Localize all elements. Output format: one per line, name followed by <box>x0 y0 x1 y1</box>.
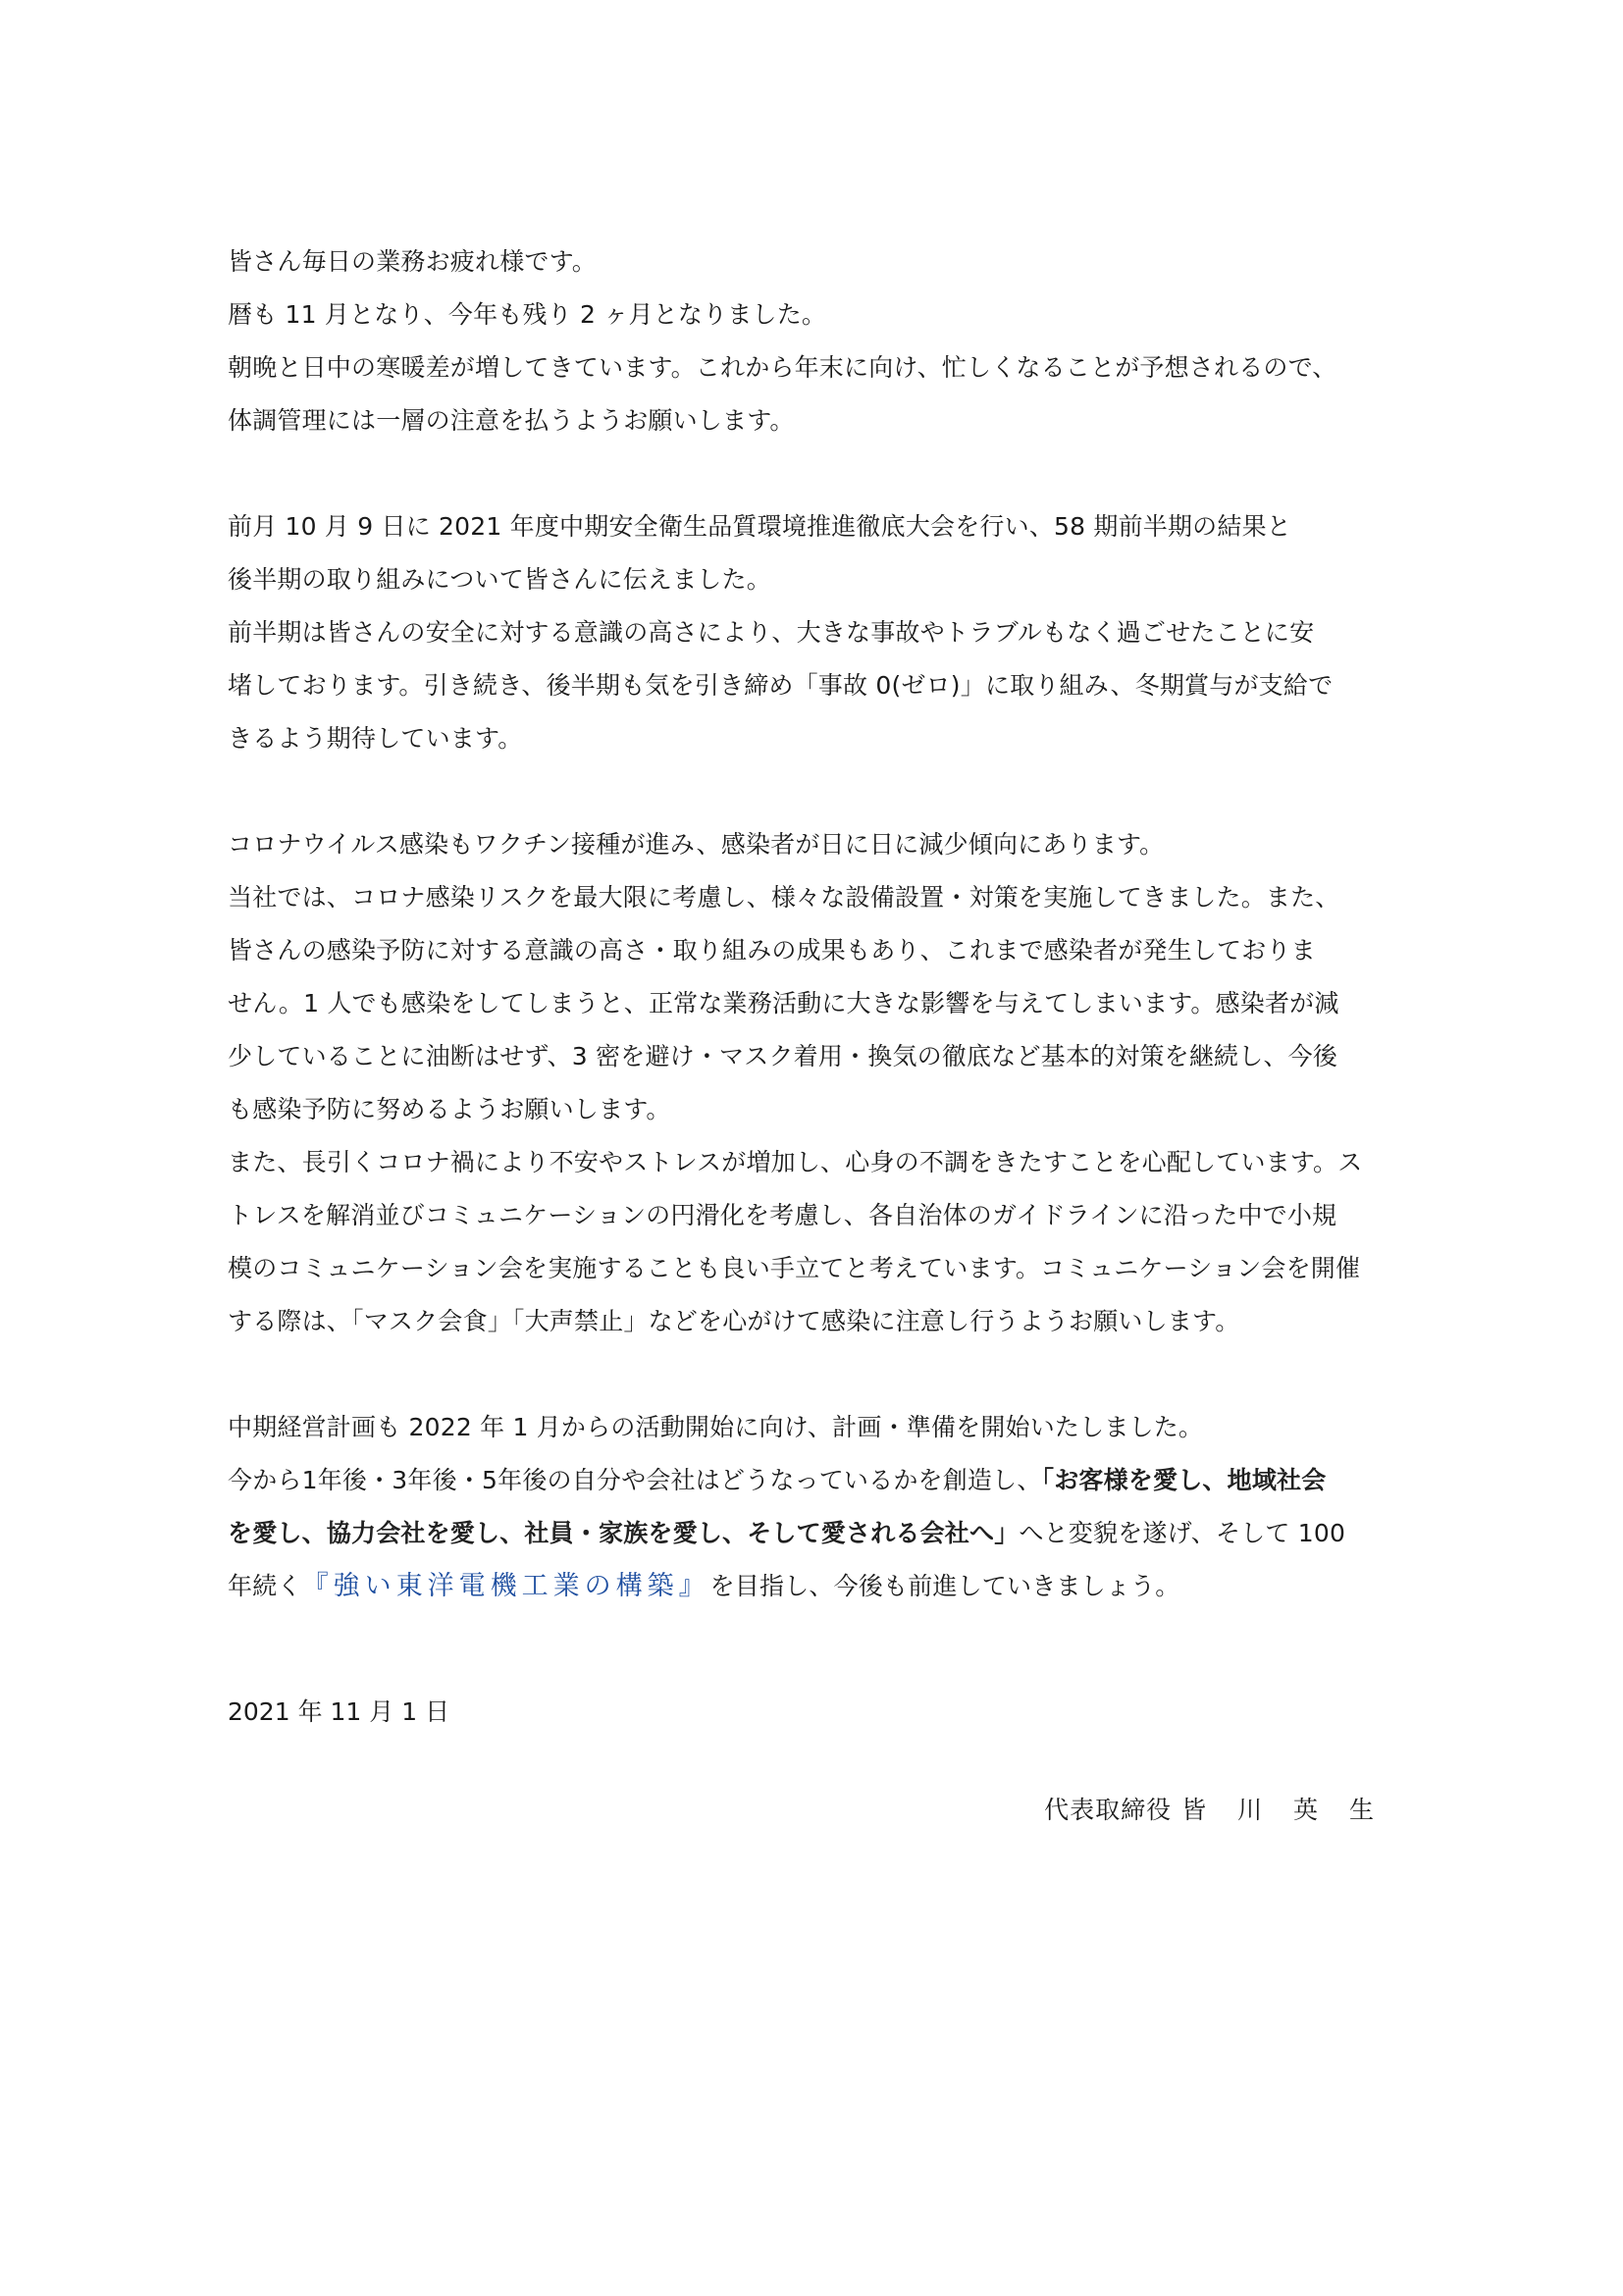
text-line: 前半期は皆さんの安全に対する意識の高さにより、大きな事故やトラブルもなく過ごせたことに安 <box>228 618 1315 647</box>
text-line: せん。1 人でも感染をしてしまうと、正常な業務活動に大きな影響を与えてしまいます。感染者が減 <box>228 989 1339 1018</box>
text-line: 暦も 11 月となり、今年も残り 2 ヶ月となりました。 <box>228 300 827 329</box>
text-line: きるよう期待しています。 <box>228 724 523 753</box>
paragraph-spacer <box>228 447 1386 500</box>
text-line: 朝晩と日中の寒暖差が増してきています。これから年末に向け、忙しくなることが予想されるので、 <box>228 353 1337 382</box>
text-segment: 年続く <box>228 1572 302 1600</box>
text-line: コロナウイルス感染もワクチン接種が進み、感染者が日に日に減少傾向にあります。 <box>228 830 1165 859</box>
text-segment: へと変貌を遂げ、そして 100 <box>1019 1519 1346 1547</box>
text-line: 中期経営計画も 2022 年 1 月からの活動開始に向け、計画・準備を開始いたしました。 <box>228 1413 1204 1441</box>
text-line: 模のコミュニケーション会を実施することも良い手立てと考えています。コミュニケーション会を開催 <box>228 1254 1361 1282</box>
paragraph-safety-meeting <box>228 500 1386 765</box>
motto-text: 「お客様を愛し、地域社会 <box>1041 1466 1327 1494</box>
text-line: 皆さんの感染予防に対する意識の高さ・取り組みの成果もあり、これまで感染者が発生しておりま <box>228 936 1316 965</box>
signature-title: 代表取締役 <box>1044 1796 1173 1824</box>
text-line: 当社では、コロナ感染リスクを最大限に考慮し、様々な設備設置・対策を実施してきました。また、 <box>228 883 1340 912</box>
slogan-emphasis: 『強い東洋電機工業の構築』 <box>301 1571 710 1601</box>
paragraph-greeting <box>228 235 1386 447</box>
text-line: 皆さん毎日の業務お疲れ様です。 <box>228 247 598 276</box>
text-line <box>228 1454 1386 1507</box>
text-line: も感染予防に努めるようお願いします。 <box>228 1095 671 1123</box>
signature <box>1044 1784 1386 1837</box>
letter-body <box>228 235 1386 1613</box>
text-line: トレスを解消並びコミュニケーションの円滑化を考慮し、各自治体のガイドラインに沿った中で小規 <box>228 1201 1337 1229</box>
text-segment: 今から1年後・3年後・5年後の自分や会社はどうなっているかを創造し、 <box>228 1466 1042 1494</box>
text-line: 後半期の取り組みについて皆さんに伝えました。 <box>228 565 771 594</box>
letter-date: 2021 年 11 月 1 日 <box>228 1697 450 1726</box>
signature-name: 皆 川 英 生 <box>1181 1796 1386 1824</box>
text-line <box>228 1507 1386 1560</box>
text-line <box>228 1560 1386 1613</box>
paragraph-covid <box>228 818 1386 1348</box>
paragraph-management-plan <box>228 1401 1386 1613</box>
text-line: 堵しております。引き続き、後半期も気を引き締め「事故 0(ゼロ)」に取り組み、冬期賞与が支給で <box>228 671 1334 700</box>
text-line: また、長引くコロナ禍により不安やストレスが増加し、心身の不調をきたすことを心配しています。ス <box>228 1148 1363 1176</box>
text-line: 体調管理には一層の注意を払うようお願いします。 <box>228 406 795 435</box>
text-segment: を目指し、今後も前進していきましょう。 <box>709 1572 1180 1600</box>
paragraph-spacer <box>228 1348 1386 1401</box>
motto-text: を愛し、協力会社を愛し、社員・家族を愛し、そして愛される会社へ」 <box>228 1519 1020 1547</box>
text-line: 前月 10 月 9 日に 2021 年度中期安全衛生品質環境推進徹底大会を行い、58 期前半期の結果と <box>228 512 1291 541</box>
paragraph-spacer <box>228 765 1386 818</box>
text-line: 少していることに油断はせず、3 密を避け・マスク着用・換気の徹底など基本的対策を継続し、今後 <box>228 1042 1338 1070</box>
text-line: する際は、「マスク会食」「大声禁止」などを心がけて感染に注意し行うようお願いします。 <box>228 1307 1240 1335</box>
